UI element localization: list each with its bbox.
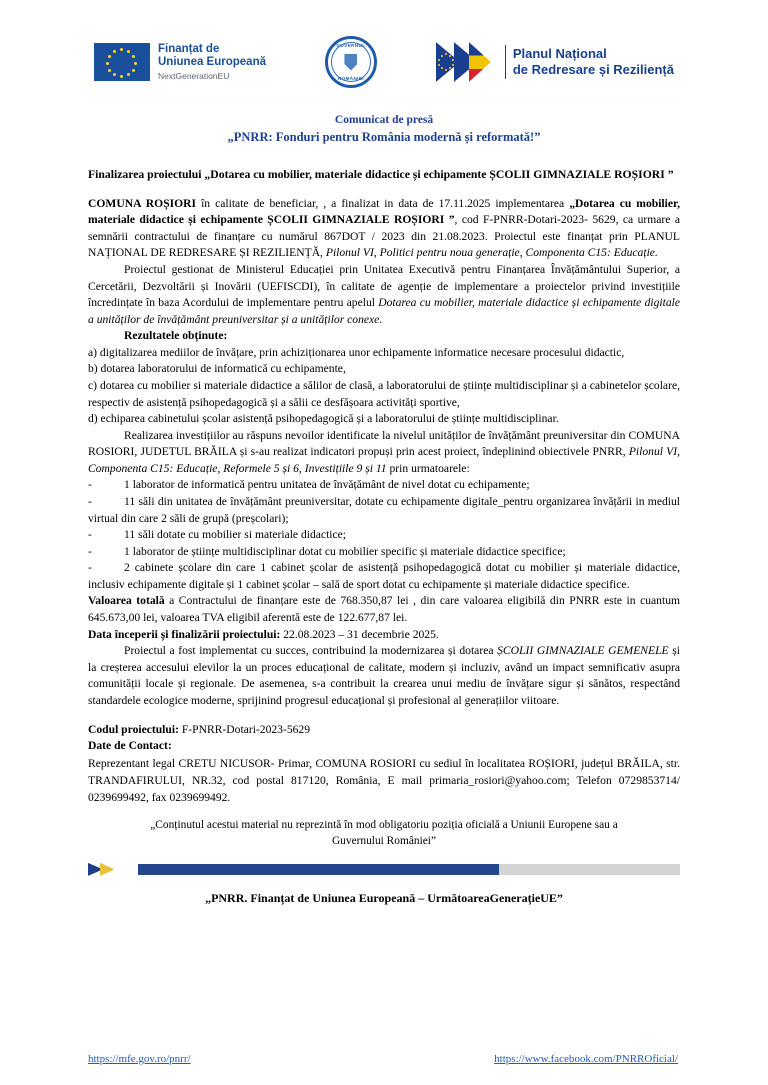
pnrr-logo-text (513, 46, 674, 77)
bullet-item-5 (88, 560, 680, 593)
header-logo-band (88, 0, 680, 99)
contact-title: Date de Contact: (88, 739, 172, 753)
eu-logo-line1: Finanțat de (158, 42, 220, 55)
p1-text-1: în calitate de beneficiar, , a finalizat in data de 17.11.2025 implementarea (196, 196, 570, 210)
seal-bottom-text: ROMÂNIEI (337, 76, 364, 81)
decorative-bar-blue (138, 864, 499, 875)
paragraph-investments (88, 428, 680, 478)
eu-funding-logo (94, 43, 266, 81)
bullet-dash-icon: - (88, 561, 92, 575)
p1-italic-1: Pilonul VI, Politici pentru noua generație, Componenta C15: Educație. (325, 246, 658, 260)
bullet-item-1 (88, 477, 680, 494)
eu-logo-text (158, 43, 266, 81)
document-heading: Finalizarea proiectului „Dotarea cu mobilier, materiale didactice și echipamente ȘCOLII GIMNAZIALE ROȘIORI ” (88, 168, 674, 181)
bullet-text-3: 11 săli dotate cu mobilier si materiale didactice; (124, 528, 347, 542)
footer (88, 1053, 680, 1065)
disclaimer-line1: „Conținutul acestui material nu reprezintă în mod obligatoriu poziția oficială a Uniunii Europene sau a (150, 818, 618, 831)
bullet-item-4 (88, 544, 680, 561)
decorative-bar-grey (499, 864, 680, 875)
pnrr-logo (436, 42, 674, 82)
bullet-dash-icon: - (88, 495, 92, 509)
contact-details: Reprezentant legal CRETU NICUSOR- Primar, COMUNA ROSIORI cu sediul în localitatea ROȘIORI, județul BRĂILA, str. TRANDAFIRULUI, NR.32, cod postal 817120, România, E mail primaria_rosiori@yahoo.com; Telefon 0729853714/ 0239699492, fax 0239699492. (88, 756, 680, 805)
eu-flag-icon (94, 43, 150, 81)
p3-text-1: Realizarea investițiilor au răspuns nevoilor identificate la nivelul unităților de învățământ preuniversitar din COMUNA ROSIORI, JUDETUL BRĂILA și s-au realizat indicatori propuși prin acest proiect, îndeplinind obiectivele PNRR, (88, 428, 680, 459)
decorative-arrows-icon (88, 863, 138, 876)
closing-statement: „PNRR. Finanțat de Uniunea Europeană – UrmătoareaGenerațieUE” (205, 890, 563, 905)
bullet-text-2: 11 săli din unitatea de învățământ preuniversitar, dotate cu echipamente digitale_pentru organizarea învățării in mediul virtual din care 2 săli de grupă (preșcolari); (88, 495, 680, 525)
paragraph-project-dates (88, 627, 680, 644)
bullet-text-5: 2 cabinete școlare din care 1 cabinet școlar de asistență psihopedagogică dotat cu mobilier și materiale didactice, inclusiv echipamente digitale și 1 cabinet școlar – sală de sport dotat cu echipamente și materiale didactice specifice. (88, 561, 680, 591)
project-dates-value: 22.08.2023 – 31 decembrie 2025. (280, 627, 439, 641)
disclaimer-line2: Guvernului României” (331, 835, 437, 848)
bullet-text-4: 1 laborator de științe multidisciplinar dotat cu mobilier specific și materiale didactice specifice; (124, 544, 566, 558)
pnrr-logo-line1: Planul Național (512, 46, 607, 62)
project-code-label: Codul proiectului: (88, 722, 179, 736)
results-title-line (88, 328, 680, 345)
total-value-label: Valoarea totală (88, 594, 165, 608)
bullet-dash-icon: - (88, 528, 92, 542)
p2-text-1: Proiectul gestionat de Ministerul Educației prin Unitatea Executivă pentru Finanțarea Învățământului Superior, a Cercetării, Dezvoltării și Inovării (UEFISCDI), în calitate de agenție de implementare a proiectelor privind investițiile încredințate în baza Acordului de implementare pentru apelul (88, 262, 680, 310)
eu-logo-line3: NextGenerationEU (158, 71, 230, 82)
result-item-b: b) dotarea laboratorului de informatică cu echipamente, (88, 362, 346, 376)
pnrr-slogan: „PNRR: Fonduri pentru România modernă și reformată!” (227, 130, 541, 144)
beneficiary-name: COMUNA ROȘIORI (88, 196, 197, 210)
project-dates-label: Data începerii și finalizării proiectului: (88, 627, 281, 641)
bullet-item-3 (88, 527, 680, 544)
paragraph-total-value (88, 593, 680, 626)
press-release-title: Comunicat de presă (334, 114, 434, 126)
bullet-dash-icon: - (88, 478, 92, 492)
pnrr-logo-line2: de Redresare și Reziliență (512, 62, 674, 77)
footer-link-facebook[interactable]: https://www.facebook.com/PNRROficial/ (494, 1053, 678, 1065)
paragraph-impact (88, 643, 680, 709)
p3-italic-1: Pilonul VI, Componenta C15: Educație, Reformele 5 și 6, Investițiile 9 și 11 (88, 445, 680, 475)
p2-italic-1: Dotarea cu mobilier, materiale didactice și echipamente digitale a unităților de învățământ preuniversitar și a unităților conexe. (88, 296, 680, 326)
p1-text-2: , cod F-PNRR-Dotari-2023- 5629, ca urmare a semnării contractului de finanțare cu numărul 867DOT / 2023 din 21.08.2023. Proiectul este finanțat prin PLANUL NAȚIONAL DE REDRESARE ȘI REZILIENȚĂ, (88, 213, 680, 260)
pnrr-arrows-icon (436, 42, 498, 82)
eu-logo-line2: Uniunea Europeană (158, 56, 266, 69)
pnrr-divider (505, 45, 506, 79)
disclaimer (88, 817, 680, 850)
seal-top-text: GUVERNUL (336, 43, 366, 48)
paragraph-beneficiary (88, 196, 680, 262)
p4-text-1: Proiectul a fost implementat cu succes, contribuind la modernizarea și dotarea (124, 644, 498, 658)
result-item-d: d) echiparea cabinetului școlar asistență psihopedagogică și a laboratorului de științe multidisciplinar. (88, 412, 559, 426)
bullet-item-2 (88, 494, 680, 527)
bullet-dash-icon: - (88, 544, 92, 558)
romanian-government-seal-icon (325, 36, 377, 88)
decorative-arrow-bar (88, 863, 680, 876)
project-code-line (88, 722, 680, 739)
paragraph-management (88, 262, 680, 328)
result-item-a: a) digitalizarea mediilor de învățare, prin achiziționarea unor echipamente informatice necesare procesului didactic, (88, 345, 625, 359)
p4-italic-school: ȘCOLII GIMNAZIALE GEMENELE (497, 644, 669, 658)
results-title: Rezultatele obținute: (124, 329, 228, 343)
project-code-value: F-PNRR-Dotari-2023-5629 (178, 722, 311, 736)
result-item-c: c) dotarea cu mobilier si materiale didactice a sălilor de clasă, a laboratorului de științe multidisciplinar și a cabinetelor școlare, respectiv de asistență psihopedagogică și a sălii ce desfășoara activități sportive, (88, 378, 680, 409)
project-title-inline: „Dotarea cu mobilier, materiale didactice și echipamente ȘCOLII GIMNAZIALE ROȘIORI ” (88, 196, 680, 227)
contact-title-line (88, 738, 680, 755)
total-value-text: a Contractului de finanțare este de 768.350,87 lei , din care valoarea eligibilă din PNRR este in cuantum 645.673,00 lei, valoarea TVA eligibil aferentă este de 122.677,87 lei. (88, 594, 681, 625)
p3-text-2: prin urmatoarele: (386, 461, 470, 475)
bullet-text-1: 1 laborator de informatică pentru unitatea de învățământ de nivel dotat cu echipamente; (124, 478, 530, 492)
footer-link-mfe[interactable]: https://mfe.gov.ro/pnrr/ (88, 1053, 191, 1065)
p4-text-2: și la creșterea accesului elevilor la un proces educațional de calitate, modern și incluziv, având un impact semnificativ asupra comunității locale și regionale. De asemenea, s-a contribuit la crearea unui mediu de învățare sigur și sănătos, respectând standardele ecologice moderne, sprijinind progresul educațional și profesional al generațiilor viitoare. (88, 644, 680, 707)
